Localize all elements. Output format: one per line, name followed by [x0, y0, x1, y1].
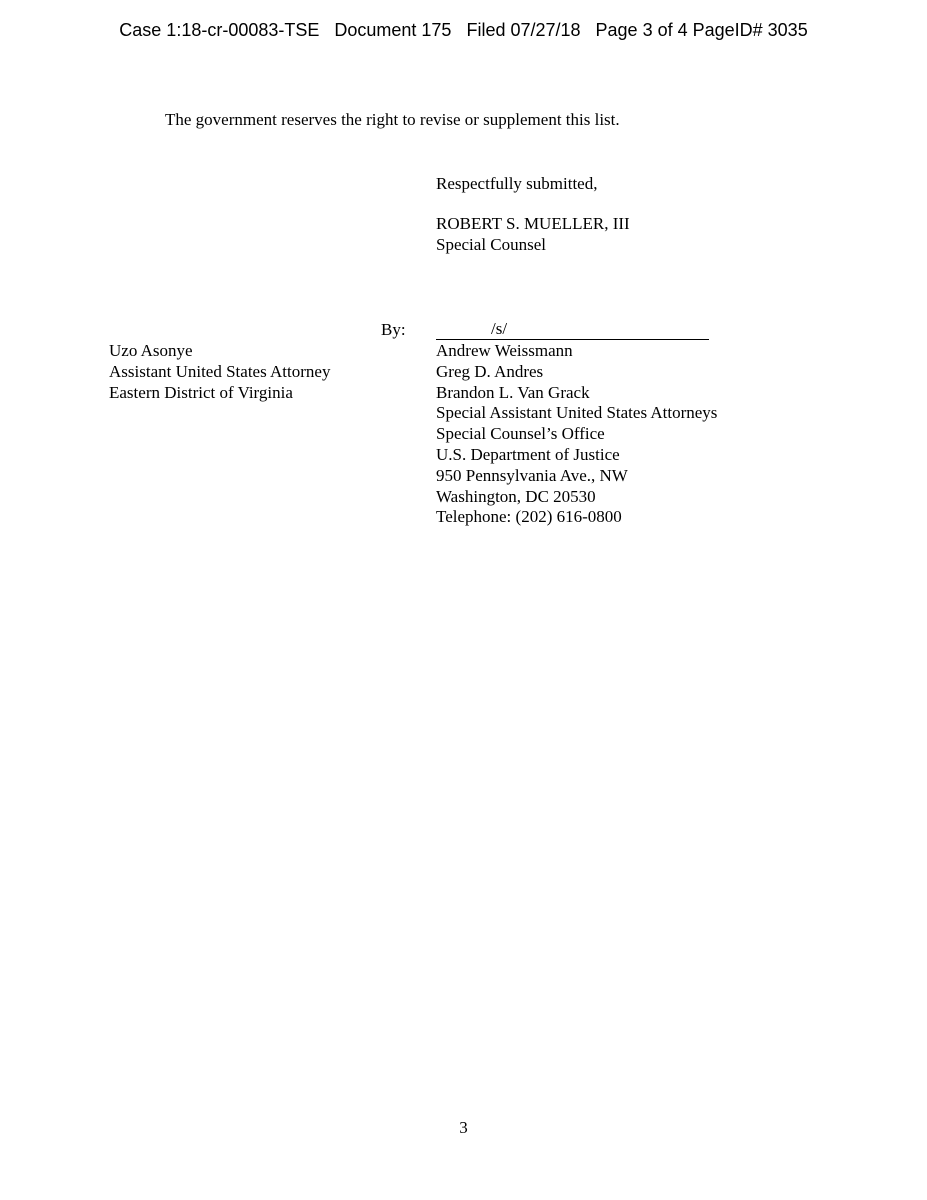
right-block-line: Special Counsel’s Office — [436, 424, 605, 444]
left-block-line: Uzo Asonye — [109, 341, 193, 360]
right-block-line: Andrew Weissmann — [436, 341, 573, 360]
right-block-line: Special Assistant United States Attorneys — [436, 403, 718, 423]
right-signature-block — [436, 341, 717, 528]
by-label: By: — [381, 320, 406, 339]
right-block-line: Telephone: (202) 616-0800 — [436, 507, 622, 527]
closing-respectfully: Respectfully submitted, — [436, 174, 598, 193]
page-number: 3 — [459, 1118, 468, 1137]
body-paragraph: The government reserves the right to revise or supplement this list. — [165, 110, 620, 129]
right-block-line: U.S. Department of Justice — [436, 444, 620, 464]
signature-mark: /s/ — [491, 319, 508, 338]
counsel-block — [436, 214, 630, 256]
right-block-line: Washington, DC 20530 — [436, 486, 596, 506]
left-block-line: Assistant United States Attorney — [109, 361, 331, 381]
counsel-name: ROBERT S. MUELLER, III — [436, 214, 630, 233]
left-block-line: Eastern District of Virginia — [109, 382, 293, 402]
case-header: Case 1:18-cr-00083-TSE Document 175 Filed 07/27/18 Page 3 of 4 PageID# 3035 — [119, 20, 808, 40]
right-block-line: Brandon L. Van Grack — [436, 382, 590, 402]
counsel-title: Special Counsel — [436, 234, 547, 254]
left-signature-block — [109, 341, 330, 403]
right-block-line: Greg D. Andres — [436, 361, 544, 381]
right-block-line: 950 Pennsylvania Ave., NW — [436, 465, 628, 485]
signature-line — [436, 319, 709, 340]
